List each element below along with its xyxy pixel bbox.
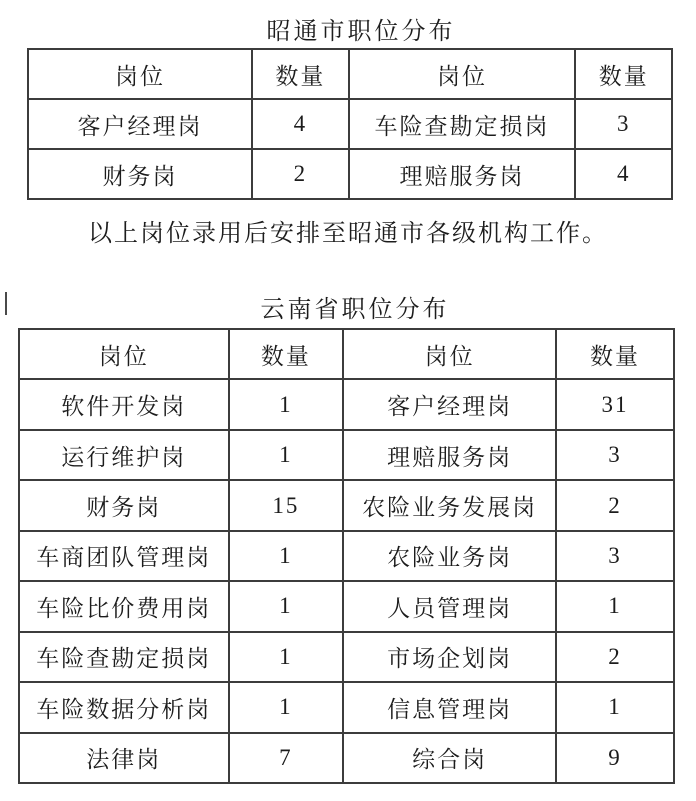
count-cell: 3 xyxy=(556,430,674,480)
position-cell: 车险查勘定损岗 xyxy=(19,632,229,682)
count-cell: 2 xyxy=(556,632,674,682)
column-header-position: 岗位 xyxy=(28,49,252,99)
position-cell: 理赔服务岗 xyxy=(349,149,576,199)
position-cell: 农险业务发展岗 xyxy=(343,480,556,530)
column-header-position: 岗位 xyxy=(19,329,229,379)
count-cell: 31 xyxy=(556,379,674,429)
count-cell: 4 xyxy=(252,99,349,149)
note-text: 以上岗位录用后安排至昭通市各级机构工作。 xyxy=(88,221,608,247)
position-cell: 软件开发岗 xyxy=(19,379,229,429)
count-cell: 1 xyxy=(229,430,344,480)
positions-table-yunnan xyxy=(18,328,675,784)
count-cell: 1 xyxy=(229,379,344,429)
column-header-count: 数量 xyxy=(575,49,672,99)
position-cell: 理赔服务岗 xyxy=(343,430,556,480)
count-cell: 1 xyxy=(229,531,344,581)
table-row xyxy=(28,149,672,199)
position-cell: 车商团队管理岗 xyxy=(19,531,229,581)
count-cell: 1 xyxy=(229,632,344,682)
position-cell: 车险数据分析岗 xyxy=(19,682,229,732)
position-cell: 法律岗 xyxy=(19,733,229,784)
column-header-count: 数量 xyxy=(252,49,349,99)
section-title-yunnan: 云南省职位分布 xyxy=(260,297,450,323)
position-cell: 农险业务岗 xyxy=(343,531,556,581)
positions-table-zhaotong xyxy=(27,48,673,200)
table-row xyxy=(19,581,674,631)
count-cell: 1 xyxy=(229,581,344,631)
table-header-row xyxy=(19,329,674,379)
position-cell: 财务岗 xyxy=(28,149,252,199)
count-cell: 9 xyxy=(556,733,674,784)
table-row xyxy=(19,632,674,682)
column-header-position: 岗位 xyxy=(349,49,576,99)
position-cell: 运行维护岗 xyxy=(19,430,229,480)
count-cell: 4 xyxy=(575,149,672,199)
count-cell: 7 xyxy=(229,733,344,784)
count-cell: 2 xyxy=(252,149,349,199)
count-cell: 3 xyxy=(575,99,672,149)
position-cell: 人员管理岗 xyxy=(343,581,556,631)
count-cell: 3 xyxy=(556,531,674,581)
position-cell: 综合岗 xyxy=(343,733,556,784)
position-cell: 车险比价费用岗 xyxy=(19,581,229,631)
table-row xyxy=(19,379,674,429)
position-cell: 车险查勘定损岗 xyxy=(349,99,576,149)
table-row xyxy=(19,480,674,530)
count-cell: 2 xyxy=(556,480,674,530)
column-header-count: 数量 xyxy=(229,329,344,379)
table-row xyxy=(19,531,674,581)
section-title-zhaotong: 昭通市职位分布 xyxy=(266,19,456,45)
position-cell: 客户经理岗 xyxy=(343,379,556,429)
count-cell: 1 xyxy=(556,682,674,732)
table-row xyxy=(19,430,674,480)
position-cell: 信息管理岗 xyxy=(343,682,556,732)
position-cell: 客户经理岗 xyxy=(28,99,252,149)
position-cell: 财务岗 xyxy=(19,480,229,530)
table-row xyxy=(19,733,674,784)
count-cell: 15 xyxy=(229,480,344,530)
column-header-count: 数量 xyxy=(556,329,674,379)
count-cell: 1 xyxy=(229,682,344,732)
column-header-position: 岗位 xyxy=(343,329,556,379)
table-row xyxy=(28,99,672,149)
position-cell: 市场企划岗 xyxy=(343,632,556,682)
table-row xyxy=(19,682,674,732)
count-cell: 1 xyxy=(556,581,674,631)
table-header-row xyxy=(28,49,672,99)
